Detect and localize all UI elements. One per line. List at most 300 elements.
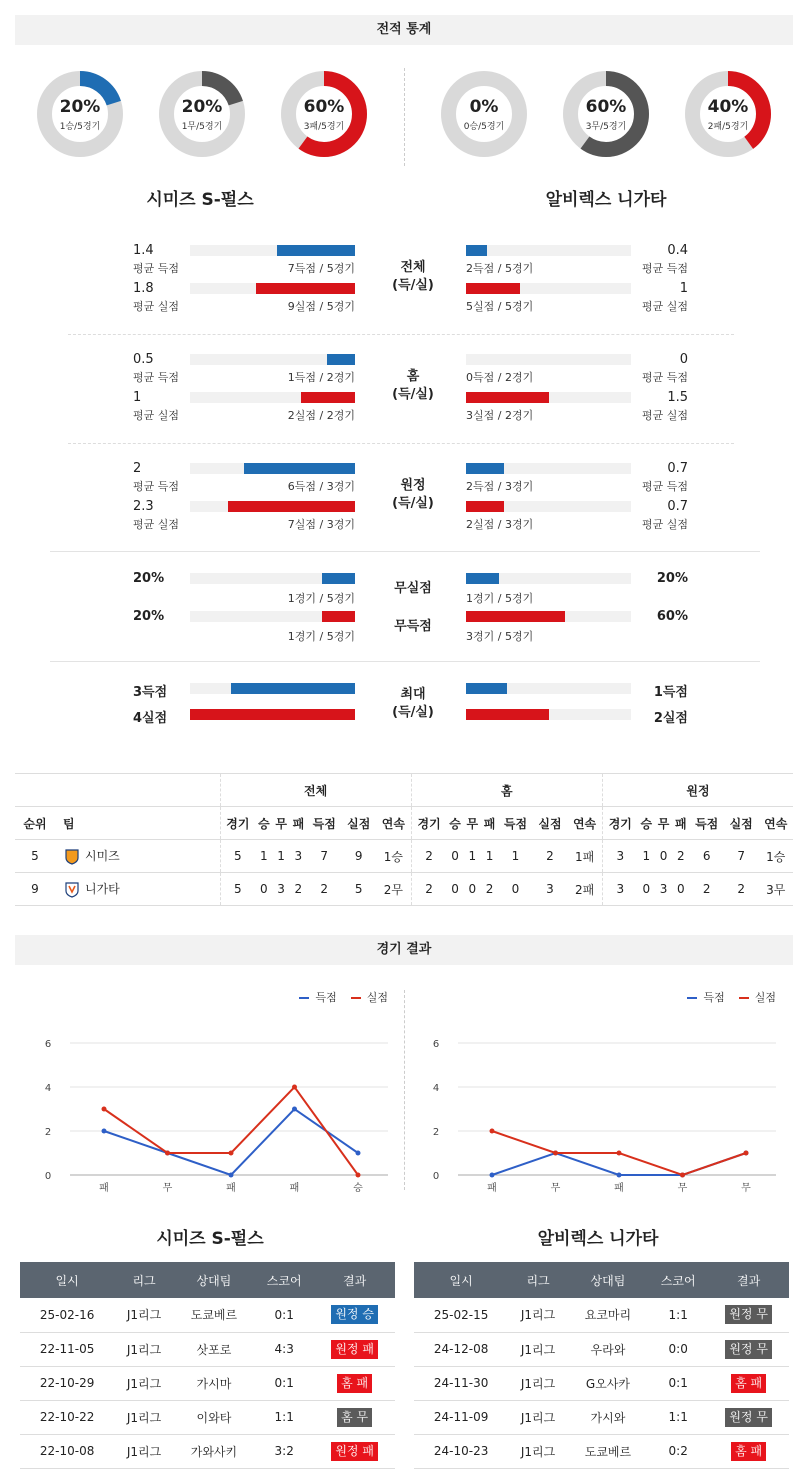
result-league: J1리그 (508, 1298, 567, 1332)
result-score: 0:0 (648, 1332, 708, 1366)
right-bar-note: 2득점 / 5경기 (466, 262, 534, 275)
right-bar-note: 5실점 / 5경기 (466, 300, 534, 313)
right-bar-track (466, 709, 631, 720)
standings-col-header: 연속 (567, 807, 602, 840)
group-center-label (373, 477, 453, 513)
standings-cell: 3무 (766, 882, 786, 897)
right-bar-track (466, 463, 631, 474)
chart-svg (20, 985, 400, 1195)
standings-cell: 1 (260, 849, 268, 863)
left-bar-track (190, 392, 355, 403)
right-bar-track (466, 611, 631, 622)
left-stat-label: 평균 득점 (133, 371, 180, 384)
donut-record: 1무/5경기 (181, 122, 223, 132)
scored-point (356, 1151, 361, 1156)
standings-cell: 3 (277, 882, 285, 896)
home-team-name: 시미즈 S-펄스 (146, 190, 254, 210)
left-bar-fill (322, 611, 355, 622)
left-line-chart (20, 985, 400, 1195)
chart-x-tick: 패 (99, 1183, 109, 1194)
chart-y-tick: 0 (432, 1171, 440, 1182)
standings-cell: 1 (511, 849, 520, 863)
right-stat-value: 0 (679, 352, 688, 367)
group-divider (68, 334, 734, 335)
results-col-header: 일시 (20, 1262, 114, 1298)
standings-row (15, 840, 793, 873)
standings-col-header: 순위 (23, 816, 47, 831)
right-stat-label: 평균 득점 (641, 480, 688, 493)
away-team-name: 알비렉스 니가타 (545, 190, 667, 210)
group-center-label (373, 368, 453, 404)
result-date: 24-11-30 (414, 1366, 508, 1400)
away-team-donut-2 (563, 71, 649, 157)
scored-point (229, 1173, 234, 1178)
right-bar-fill (466, 392, 549, 403)
left-stat-label: 평균 실점 (133, 518, 180, 531)
right-stat-value: 0.7 (667, 499, 688, 514)
right-bar-note: 0득점 / 2경기 (466, 371, 534, 384)
scored-point (617, 1173, 622, 1178)
conceded-point (680, 1173, 685, 1178)
standings-col-header: 실점 (538, 816, 562, 831)
chart-y-tick: 2 (432, 1127, 440, 1138)
left-bar-fill (244, 463, 355, 474)
standings-group-total: 전체 (220, 774, 411, 807)
standings-col-header: 경기 (417, 816, 441, 831)
standings-group-home: 홈 (411, 774, 602, 807)
left-bar-track (190, 501, 355, 512)
standings-cell: 3 (616, 882, 625, 896)
result-outcome-cell (314, 1400, 395, 1434)
results-section-header: 경기 결과 (15, 935, 793, 965)
result-score: 0:1 (648, 1366, 708, 1400)
left-pct-value: 20% (133, 609, 165, 624)
standings-cell: 0 (451, 849, 459, 863)
standings-col-header: 실점 (347, 816, 371, 831)
right-max-value: 1득점 (653, 685, 688, 700)
right-stat-label: 평균 실점 (641, 518, 688, 531)
standings-cell: 0 (468, 882, 477, 896)
right-bar-note: 3실점 / 2경기 (466, 409, 534, 422)
right-bar-note: 2실점 / 3경기 (466, 518, 534, 531)
result-row (20, 1434, 395, 1468)
result-row (20, 1298, 395, 1332)
right-max-value: 2실점 (653, 711, 688, 726)
standings-col-header: 득점 (312, 816, 336, 831)
result-score: 4:3 (254, 1332, 314, 1366)
left-bar-note: 1득점 / 2경기 (287, 371, 355, 384)
results-col-header: 스코어 (648, 1262, 708, 1298)
standings-col-header: 승 (258, 816, 270, 831)
chart-y-tick: 4 (432, 1083, 440, 1094)
standings-col-header: 승 (449, 816, 461, 831)
results-col-header: 리그 (508, 1262, 567, 1298)
result-date: 25-02-16 (20, 1298, 114, 1332)
standings-cell: 1패 (567, 840, 602, 873)
chart-x-tick: 패 (226, 1183, 236, 1194)
away-team-donut-3 (685, 71, 771, 157)
right-bar-track (466, 501, 631, 512)
donut-percent: 20% (181, 97, 223, 117)
standings-team-name: 시미즈 (85, 849, 120, 864)
standings-cell: 1 (277, 849, 285, 863)
standings-rank: 5 (31, 849, 39, 863)
left-bar-track (190, 354, 355, 365)
standings-cell: 0 (451, 882, 459, 896)
result-opp: 가시마 (174, 1366, 254, 1400)
standings-group-away: 원정 (686, 783, 710, 798)
standings-cell: 0 (676, 882, 685, 896)
standings-col-header: 연속 (376, 807, 411, 840)
result-date: 24-12-08 (414, 1332, 508, 1366)
left-stat-label: 평균 실점 (133, 409, 180, 422)
standings-empty-cell (55, 774, 220, 807)
result-badge: 홈 무 (337, 1408, 372, 1427)
standings-cell: 1승 (376, 840, 411, 873)
standings-cell: 3 (546, 882, 554, 896)
left-stat-value: 1 (133, 390, 142, 405)
left-bar-track (190, 709, 355, 720)
left-bar-fill (228, 501, 355, 512)
standings-col-header: 무 (657, 816, 670, 831)
right-bar-fill (466, 573, 499, 584)
standings-col-header: 연속 (764, 816, 788, 831)
left-stat-value: 0.5 (133, 352, 154, 367)
right-stat-value: 0.4 (667, 243, 688, 258)
standings-cell: 5 (354, 882, 363, 896)
result-opp: 삿포로 (174, 1332, 254, 1366)
pct-center-label: 무득점 (394, 619, 432, 634)
left-stat-value: 1.8 (133, 281, 154, 296)
standings-col-header: 경기 (226, 816, 250, 831)
result-opp: 우라와 (568, 1332, 648, 1366)
donut-percent: 0% (469, 97, 499, 117)
scored-series-line (492, 1153, 746, 1175)
result-outcome-cell (708, 1366, 789, 1400)
results-col-header: 일시 (414, 1262, 508, 1298)
left-max-value: 3득점 (133, 685, 168, 700)
result-score: 0:2 (648, 1434, 708, 1468)
right-bar-track (466, 283, 631, 294)
result-badge: 원정 패 (331, 1442, 378, 1461)
home-team-donut-2 (159, 71, 245, 157)
result-score: 1:1 (648, 1400, 708, 1434)
right-bar-track (466, 392, 631, 403)
left-stat-label: 평균 득점 (133, 480, 180, 493)
right-bar-track (466, 573, 631, 584)
result-badge: 원정 무 (725, 1340, 772, 1359)
home-team-donut-3 (281, 71, 367, 157)
home-team-name-results: 시미즈 S-펄스 (156, 1229, 264, 1249)
result-outcome-cell (708, 1434, 789, 1468)
result-date: 22-10-22 (20, 1400, 114, 1434)
chart-x-tick: 패 (487, 1183, 497, 1194)
left-stat-value: 2.3 (133, 499, 154, 514)
left-bar-note: 9실점 / 5경기 (287, 300, 355, 313)
left-bar-fill (322, 573, 355, 584)
result-score: 1:1 (648, 1298, 708, 1332)
legend-conceded-label: 실점 (366, 991, 388, 1004)
result-date: 22-10-08 (20, 1434, 114, 1468)
chart-y-tick: 2 (44, 1127, 52, 1138)
left-bar-track (190, 283, 355, 294)
result-league: J1리그 (508, 1332, 567, 1366)
result-opp: G오사카 (568, 1366, 648, 1400)
standings-cell: 9 (354, 849, 363, 863)
group-divider (68, 443, 734, 444)
standings-empty-cell (15, 774, 55, 807)
right-bar-fill (466, 611, 565, 622)
right-bar-fill (466, 283, 520, 294)
results-col-header: 상대팀 (174, 1262, 254, 1298)
standings-cell: 7 (737, 849, 745, 863)
home-team-donut-1 (37, 71, 123, 157)
group-divider (50, 661, 760, 662)
result-outcome-cell (708, 1298, 789, 1332)
results-col-header: 결과 (708, 1262, 789, 1298)
standings-col-header: 무 (275, 816, 287, 831)
right-stat-value: 0.7 (667, 461, 688, 476)
result-outcome-cell (314, 1332, 395, 1366)
result-row (414, 1400, 789, 1434)
result-row (414, 1332, 789, 1366)
result-row (20, 1400, 395, 1434)
standings-cell: 1 (485, 849, 494, 863)
conceded-point (356, 1173, 361, 1178)
result-league: J1리그 (114, 1434, 173, 1468)
result-row (20, 1366, 395, 1400)
result-badge: 원정 패 (331, 1340, 378, 1359)
result-league: J1리그 (508, 1366, 567, 1400)
scored-series-line (104, 1109, 358, 1175)
results-col-header: 리그 (114, 1262, 173, 1298)
standings-cell: 2 (702, 882, 711, 896)
right-bar-fill (466, 245, 487, 256)
result-outcome-cell (708, 1400, 789, 1434)
left-stat-label: 평균 실점 (133, 300, 180, 313)
standings-col-header: 승 (640, 816, 653, 831)
result-date: 24-11-09 (414, 1400, 508, 1434)
right-pct-value: 20% (656, 571, 688, 586)
result-outcome-cell (314, 1366, 395, 1400)
result-row (414, 1298, 789, 1332)
legend-conceded-label: 실점 (754, 991, 776, 1004)
result-row (414, 1366, 789, 1400)
chart-x-tick: 패 (614, 1183, 624, 1194)
result-league: J1리그 (508, 1434, 567, 1468)
left-bar-note: 6득점 / 3경기 (287, 480, 355, 493)
standings-cell: 2 (676, 849, 685, 863)
standings-cell: 3 (294, 849, 303, 863)
standings-table (15, 773, 793, 906)
left-bar-fill (231, 683, 355, 694)
result-badge: 원정 무 (725, 1408, 772, 1427)
standings-cell: 0 (511, 882, 520, 896)
standings-cell: 2 (425, 882, 433, 896)
away-team-donut-1 (441, 71, 527, 157)
right-bar-fill (466, 709, 549, 720)
left-bar-track (190, 573, 355, 584)
legend-scored-label: 득점 (315, 991, 337, 1004)
result-score: 0:1 (254, 1366, 314, 1400)
standings-cell: 3 (616, 849, 625, 863)
standings-col-header: 득점 (503, 816, 528, 831)
chart-x-tick: 무 (741, 1183, 751, 1194)
results-col-header: 상대팀 (568, 1262, 648, 1298)
scored-point (490, 1173, 495, 1178)
left-bar-track (190, 463, 355, 474)
standings-cell: 2 (320, 882, 329, 896)
group-center-title: 홈 (406, 369, 420, 384)
right-bar-note: 2득점 / 3경기 (466, 480, 534, 493)
standings-cell: 1승 (766, 849, 786, 864)
left-bar-note: 1경기 / 5경기 (287, 592, 355, 605)
standings-rank: 9 (31, 882, 39, 896)
donut-percent: 60% (585, 97, 627, 117)
chart-y-tick: 6 (432, 1039, 440, 1050)
conceded-point (102, 1107, 107, 1112)
standings-col-header: 패 (675, 816, 687, 831)
donut-record: 2패/5경기 (707, 122, 749, 132)
result-score: 0:1 (254, 1298, 314, 1332)
donut-percent: 40% (707, 97, 749, 117)
result-league: J1리그 (114, 1298, 173, 1332)
standings-cell: 0 (642, 882, 651, 896)
standings-col-header: 패 (483, 816, 496, 831)
right-pct-value: 60% (656, 609, 688, 624)
standings-team-cell (55, 873, 220, 906)
away-team-name-results: 알비렉스 니가타 (537, 1229, 659, 1249)
chart-x-tick: 승 (353, 1183, 363, 1194)
group-center-label (373, 259, 453, 295)
right-bar-track (466, 354, 631, 365)
left-bar-track (190, 245, 355, 256)
standings-cell: 5 (234, 849, 242, 863)
right-stat-value: 1 (679, 281, 688, 296)
standings-col-header: 실점 (729, 816, 753, 831)
right-bar-note: 1경기 / 5경기 (466, 592, 534, 605)
left-stat-value: 2 (133, 461, 142, 476)
left-stat-value: 1.4 (133, 243, 154, 258)
left-bar-note: 1경기 / 5경기 (287, 630, 355, 643)
stats-section-header: 전적 통계 (15, 15, 793, 45)
away-results-table (414, 1262, 789, 1469)
left-bar-note: 7실점 / 3경기 (287, 518, 355, 531)
standings-cell: 2 (294, 882, 303, 896)
right-bar-track (466, 683, 631, 694)
result-opp: 요코마리 (568, 1298, 648, 1332)
standings-cell: 2무 (376, 873, 411, 906)
conceded-point (553, 1151, 558, 1156)
chart-y-tick: 6 (44, 1039, 52, 1050)
result-opp: 가와사키 (174, 1434, 254, 1468)
left-stat-label: 평균 득점 (133, 262, 180, 275)
left-bar-track (190, 611, 355, 622)
standings-cell: 2 (485, 882, 494, 896)
chart-y-tick: 4 (44, 1083, 52, 1094)
donut-record: 3패/5경기 (303, 122, 345, 132)
standings-cell: 5 (234, 882, 242, 896)
result-badge: 원정 승 (331, 1305, 378, 1324)
chart-x-tick: 패 (289, 1183, 300, 1194)
right-stat-label: 평균 실점 (641, 300, 688, 313)
standings-cell: 0 (659, 849, 668, 863)
results-col-header: 결과 (314, 1262, 395, 1298)
standings-cell: 2 (546, 849, 554, 863)
right-bar-note: 3경기 / 5경기 (466, 630, 534, 643)
left-bar-note: 7득점 / 5경기 (287, 262, 355, 275)
result-date: 24-10-23 (414, 1434, 508, 1468)
max-center-subtitle: (득/실) (392, 705, 434, 720)
group-center-subtitle: (득/실) (392, 496, 434, 511)
left-bar-fill (190, 709, 355, 720)
standings-team-name: 니가타 (85, 882, 120, 897)
standings-col-header: 패 (292, 816, 305, 831)
standings-col-header: 득점 (695, 816, 719, 831)
result-date: 22-11-05 (20, 1332, 114, 1366)
result-date: 25-02-15 (414, 1298, 508, 1332)
result-opp: 이와타 (174, 1400, 254, 1434)
standings-cell: 2 (425, 849, 433, 863)
chart-y-tick: 0 (44, 1171, 52, 1182)
conceded-point (165, 1151, 170, 1156)
team-crest-icon (65, 849, 79, 865)
group-center-title: 원정 (400, 478, 426, 493)
standings-cell: 7 (320, 849, 329, 863)
result-league: J1리그 (508, 1400, 567, 1434)
home-results-table (20, 1262, 395, 1469)
scored-point (102, 1129, 107, 1134)
chart-x-tick: 무 (550, 1183, 561, 1194)
group-center-subtitle: (득/실) (392, 278, 434, 293)
right-stat-label: 평균 득점 (641, 262, 688, 275)
right-bar-fill (466, 463, 504, 474)
donut-record: 3무/5경기 (585, 122, 627, 132)
donut-percent: 20% (59, 97, 101, 117)
standings-team-cell (55, 840, 220, 873)
standings-cell: 2 (737, 882, 745, 896)
team-crest-icon (65, 882, 79, 898)
pct-center-label: 무실점 (394, 581, 432, 596)
standings-cell: 1 (468, 849, 477, 863)
left-bar-fill (277, 245, 355, 256)
result-badge: 원정 무 (725, 1305, 772, 1324)
result-row (20, 1332, 395, 1366)
left-bar-fill (256, 283, 355, 294)
right-bar-fill (466, 683, 507, 694)
donut-record: 0승/5경기 (463, 122, 505, 132)
result-outcome-cell (708, 1332, 789, 1366)
result-outcome-cell (314, 1298, 395, 1332)
left-max-value: 4실점 (133, 711, 168, 726)
result-league: J1리그 (114, 1332, 173, 1366)
left-bar-fill (327, 354, 355, 365)
left-bar-note: 2실점 / 2경기 (287, 409, 355, 422)
result-score: 1:1 (254, 1400, 314, 1434)
max-center-label (373, 686, 453, 722)
chart-x-tick: 무 (677, 1183, 688, 1194)
standings-cell: 6 (702, 849, 711, 863)
standings-cell: 0 (260, 882, 268, 896)
standings-cell: 2패 (567, 873, 602, 906)
result-badge: 홈 패 (731, 1374, 766, 1393)
result-row (414, 1434, 789, 1468)
conceded-point (490, 1129, 495, 1134)
standings-col-header: 팀 (55, 807, 220, 840)
standings-cell: 1 (642, 849, 651, 863)
right-bar-track (466, 245, 631, 256)
right-stat-label: 평균 실점 (641, 409, 688, 422)
